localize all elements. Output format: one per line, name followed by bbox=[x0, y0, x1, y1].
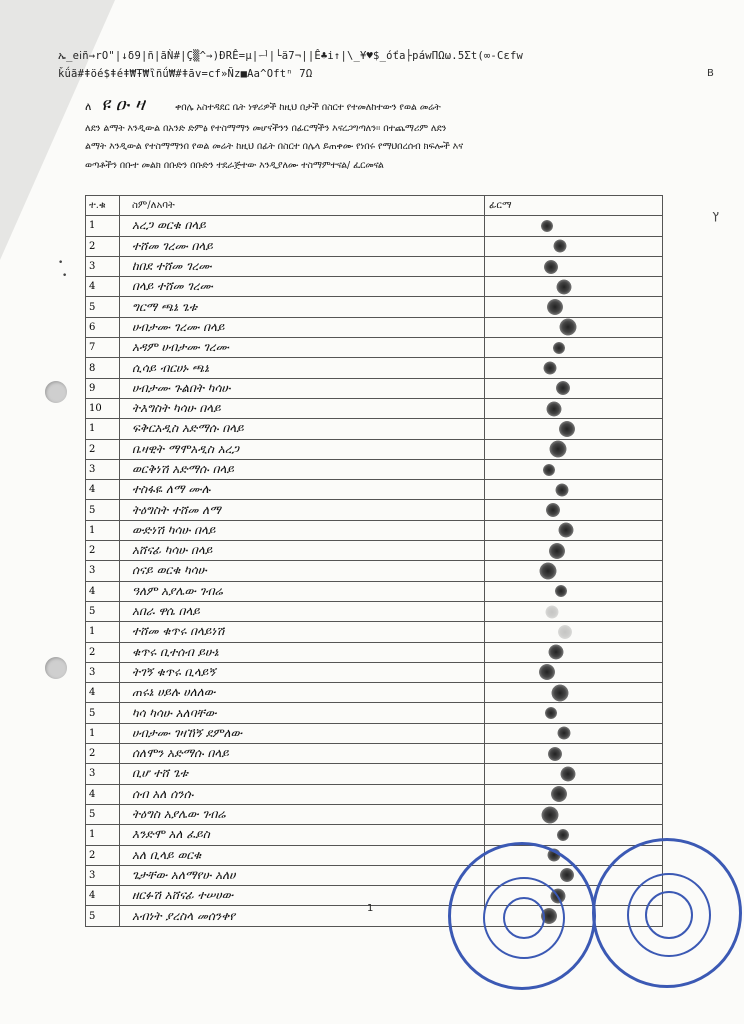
table-row bbox=[86, 845, 663, 865]
table-row bbox=[86, 764, 663, 784]
fingerprint-mark bbox=[539, 664, 555, 680]
official-stamp-left bbox=[448, 842, 596, 990]
row-name-handwritten: ሰናይ ወርቁ ካሳሁ bbox=[120, 561, 485, 581]
row-number: 9 bbox=[86, 378, 120, 398]
row-number: 1 bbox=[86, 216, 120, 236]
fingerprint-mark bbox=[558, 625, 572, 639]
row-signature-cell bbox=[485, 480, 663, 500]
row-number: 4 bbox=[86, 581, 120, 601]
row-number: 5 bbox=[86, 804, 120, 824]
fingerprint-mark bbox=[558, 727, 571, 740]
table-row bbox=[86, 277, 663, 297]
row-name-handwritten: ሰለሞን አድማሱ በላይ bbox=[120, 744, 485, 764]
page-number: 1 bbox=[367, 903, 374, 914]
row-name-handwritten: ትዕግስ አያሌው ገብሬ bbox=[120, 804, 485, 824]
row-signature-cell bbox=[485, 216, 663, 236]
fingerprint-mark bbox=[544, 362, 557, 375]
row-signature-cell bbox=[485, 561, 663, 581]
table-row bbox=[86, 520, 663, 540]
row-signature-cell bbox=[485, 622, 663, 642]
row-number: 7 bbox=[86, 338, 120, 358]
table-row bbox=[86, 683, 663, 703]
fingerprint-mark bbox=[548, 747, 562, 761]
row-number: 1 bbox=[86, 825, 120, 845]
margin-dot: • bbox=[58, 258, 64, 268]
row-number: 1 bbox=[86, 723, 120, 743]
row-number: 4 bbox=[86, 886, 120, 906]
row-number: 5 bbox=[86, 601, 120, 621]
row-signature-cell bbox=[485, 662, 663, 682]
row-number: 5 bbox=[86, 906, 120, 926]
row-name-handwritten: አለ ቢላይ ወርቁ bbox=[120, 845, 485, 865]
row-signature-cell bbox=[485, 236, 663, 256]
row-name-handwritten: አብነት ያረስላ መሰንቀየ bbox=[120, 906, 485, 926]
fingerprint-mark bbox=[551, 786, 567, 802]
row-signature-cell bbox=[485, 256, 663, 276]
row-signature-cell bbox=[485, 703, 663, 723]
fingerprint-mark bbox=[549, 543, 565, 559]
header-signature: ፊርማ bbox=[485, 196, 663, 216]
intro-line-3: ልማት እንዲውል የተስማማንበ የወል መሬት ከዚህ በፊት በስርተ በሌላ ይጠቀሙ የነበሩ የማህበረሰብ ክፍሎች እና bbox=[85, 141, 464, 152]
row-number: 2 bbox=[86, 236, 120, 256]
table-row bbox=[86, 297, 663, 317]
fingerprint-mark bbox=[560, 319, 577, 336]
fingerprint-mark bbox=[545, 707, 557, 719]
fingerprint-mark bbox=[553, 342, 565, 354]
row-number: 1 bbox=[86, 419, 120, 439]
table-row bbox=[86, 216, 663, 236]
row-signature-cell bbox=[485, 541, 663, 561]
table-row bbox=[86, 500, 663, 520]
row-number: 3 bbox=[86, 865, 120, 885]
row-number: 4 bbox=[86, 277, 120, 297]
intro-line-1: ቀበሌ አስተዳደር ቤት ነዋሪዎች ከዚህ በታች በስርተ የተመለከተውን የወል መሬት bbox=[175, 102, 441, 113]
row-number: 3 bbox=[86, 256, 120, 276]
fingerprint-mark bbox=[554, 240, 567, 253]
row-number: 4 bbox=[86, 480, 120, 500]
fingerprint-mark bbox=[561, 766, 576, 781]
row-number: 3 bbox=[86, 561, 120, 581]
salutation bbox=[85, 94, 151, 115]
row-number: 2 bbox=[86, 642, 120, 662]
row-number: 1 bbox=[86, 622, 120, 642]
row-number: 2 bbox=[86, 439, 120, 459]
row-signature-cell bbox=[485, 358, 663, 378]
row-signature-cell bbox=[485, 439, 663, 459]
fingerprint-mark bbox=[547, 401, 562, 416]
row-signature-cell bbox=[485, 398, 663, 418]
table-row bbox=[86, 317, 663, 337]
table-row bbox=[86, 358, 663, 378]
row-signature-cell bbox=[485, 804, 663, 824]
header-number: ተ.ቁ bbox=[86, 196, 120, 216]
row-number: 3 bbox=[86, 459, 120, 479]
row-signature-cell bbox=[485, 500, 663, 520]
row-name-handwritten: አሸናፊ ካሳሁ በላይ bbox=[120, 541, 485, 561]
row-signature-cell bbox=[485, 683, 663, 703]
row-name-handwritten: ዘርፉሽ አሸናፊ ተሠሀው bbox=[120, 886, 485, 906]
row-name-handwritten: ቁጥሩ ቢተሰብ ይሁኔ bbox=[120, 642, 485, 662]
row-number: 4 bbox=[86, 683, 120, 703]
fingerprint-mark bbox=[547, 299, 563, 315]
fingerprint-mark bbox=[557, 279, 572, 294]
row-signature-cell bbox=[485, 459, 663, 479]
row-name-handwritten: ሀብታሙ ገዛኸኝ ደምለው bbox=[120, 723, 485, 743]
official-stamp-right bbox=[592, 838, 742, 988]
fingerprint-mark bbox=[549, 645, 564, 660]
table-row bbox=[86, 439, 663, 459]
row-name-handwritten: አዳም ሀብታሙ ገረሙ bbox=[120, 338, 485, 358]
row-name-handwritten: ሲሳይ ብርሀኑ ጫኔ bbox=[120, 358, 485, 378]
table-row bbox=[86, 398, 663, 418]
table-row bbox=[86, 256, 663, 276]
row-name-handwritten: ትዕግስት ተሸመ ለማ bbox=[120, 500, 485, 520]
table-header-row bbox=[86, 196, 663, 216]
table-row bbox=[86, 419, 663, 439]
row-name-handwritten: ከበደ ተሸመ ገረሙ bbox=[120, 256, 485, 276]
row-number: 3 bbox=[86, 764, 120, 784]
fingerprint-mark bbox=[552, 684, 569, 701]
row-name-handwritten: ሀብታሙ ጉልበት ካሳሁ bbox=[120, 378, 485, 398]
table-row bbox=[86, 744, 663, 764]
row-signature-cell bbox=[485, 378, 663, 398]
row-name-handwritten: ተሸመ ቁጥሩ በላይነሽ bbox=[120, 622, 485, 642]
row-number: 2 bbox=[86, 744, 120, 764]
row-number: 3 bbox=[86, 662, 120, 682]
row-number: 1 bbox=[86, 520, 120, 540]
fingerprint-mark bbox=[556, 381, 570, 395]
table-row bbox=[86, 338, 663, 358]
row-name-handwritten: ወርቅነሽ አድማሱ በላይ bbox=[120, 459, 485, 479]
row-name-handwritten: በላይ ተሸመ ገረሙ bbox=[120, 277, 485, 297]
row-name-handwritten: ፍቅርአዲስ አድማሱ በላይ bbox=[120, 419, 485, 439]
table-row bbox=[86, 662, 663, 682]
row-signature-cell bbox=[485, 581, 663, 601]
fingerprint-mark bbox=[543, 464, 555, 476]
signature-table bbox=[85, 195, 663, 927]
table-row bbox=[86, 236, 663, 256]
corner-letter: B bbox=[707, 68, 714, 79]
row-name-handwritten: ግርማ ጫኔ ጌቱ bbox=[120, 297, 485, 317]
table-row bbox=[86, 804, 663, 824]
table-row bbox=[86, 378, 663, 398]
table-row bbox=[86, 459, 663, 479]
row-name-handwritten: ጠሩኔ ሀይሉ ሀለለው bbox=[120, 683, 485, 703]
row-number: 8 bbox=[86, 358, 120, 378]
row-signature-cell bbox=[485, 297, 663, 317]
row-signature-cell bbox=[485, 419, 663, 439]
row-signature-cell bbox=[485, 277, 663, 297]
recipient-handwritten: ዩ ዑ ዛ bbox=[100, 94, 145, 115]
table-row bbox=[86, 703, 663, 723]
row-name-handwritten: ጌታቸው አለማየሁ አለሀ bbox=[120, 865, 485, 885]
table-row bbox=[86, 541, 663, 561]
row-signature-cell bbox=[485, 784, 663, 804]
punch-hole-bottom bbox=[45, 657, 67, 679]
row-name-handwritten: አረጋ ወርቁ በላይ bbox=[120, 216, 485, 236]
row-number: 5 bbox=[86, 297, 120, 317]
garbled-header-line-2: ǩǘã#ǂöé$ǂéǂ₩Ŧ₩ἲñǘ₩#ǂāv=cf»Ñz■Aa^Oftⁿ 7Ω bbox=[58, 68, 313, 80]
row-name-handwritten: ሀብታሙ ገረሙ በላይ bbox=[120, 317, 485, 337]
table-row bbox=[86, 723, 663, 743]
row-name-handwritten: ውድነሽ ካሳሁ በላይ bbox=[120, 520, 485, 540]
row-signature-cell bbox=[485, 723, 663, 743]
row-number: 6 bbox=[86, 317, 120, 337]
intro-line-4: ወጣቶችን በቡተ መልክ በቡድን በቡድን ተደራጅተው እንዲያለሙ ተስማምተናል/ ፈርመናል bbox=[85, 160, 384, 171]
row-number: 5 bbox=[86, 703, 120, 723]
row-name-handwritten: ተስፋዬ ለማ ሙሉ bbox=[120, 480, 485, 500]
garbled-header-line-1: ኤ_eⅰñ→rO"|↓δ9|ñ|ãǸ#|Ç▒^→)ÐRÊ=μ|ᅴ|└ä7¬||Ê♣i↑|\_¥♥$_óťa├páwΠΩω.5Σt(∞-Cεfw bbox=[58, 50, 524, 62]
fingerprint-mark bbox=[540, 562, 557, 579]
row-name-handwritten: ሰብ አለ ሰንሱ bbox=[120, 784, 485, 804]
fingerprint-mark bbox=[556, 483, 569, 496]
row-number: 2 bbox=[86, 541, 120, 561]
row-name-handwritten: ትገኝ ቁጥሩ ቢላይኝ bbox=[120, 662, 485, 682]
fingerprint-mark bbox=[559, 523, 574, 538]
row-number: 2 bbox=[86, 845, 120, 865]
table-row bbox=[86, 601, 663, 621]
row-signature-cell bbox=[485, 744, 663, 764]
table-row bbox=[86, 561, 663, 581]
row-signature-cell bbox=[485, 601, 663, 621]
row-number: 10 bbox=[86, 398, 120, 418]
fingerprint-mark bbox=[544, 260, 558, 274]
fingerprint-mark bbox=[546, 605, 559, 618]
row-signature-cell bbox=[485, 338, 663, 358]
table-row bbox=[86, 581, 663, 601]
table-row bbox=[86, 622, 663, 642]
fingerprint-mark bbox=[557, 829, 569, 841]
row-name-handwritten: ዓለም አያሌው ገብሬ bbox=[120, 581, 485, 601]
fingerprint-mark bbox=[541, 220, 553, 232]
salutation-prefix: ለ bbox=[85, 100, 92, 113]
fingerprint-mark bbox=[550, 441, 567, 458]
row-signature-cell bbox=[485, 520, 663, 540]
table-row bbox=[86, 784, 663, 804]
row-signature-cell bbox=[485, 764, 663, 784]
fingerprint-mark bbox=[546, 503, 560, 517]
row-name-handwritten: ቢሆ ተሸ ጌቱ bbox=[120, 764, 485, 784]
header-name: ስም/ለአባት bbox=[120, 196, 485, 216]
table-row bbox=[86, 480, 663, 500]
margin-mark: ץ bbox=[712, 208, 720, 223]
fingerprint-mark bbox=[542, 806, 559, 823]
row-number: 5 bbox=[86, 500, 120, 520]
intro-line-2: ለደን ልማት እንዲውል በአንድ ድምፅ የተስማማን መሆናችንን በፊርማችን እናረጋግጣለን። በተጨማሪም ለደን bbox=[85, 123, 447, 134]
table-row bbox=[86, 825, 663, 845]
row-signature-cell bbox=[485, 642, 663, 662]
fingerprint-mark bbox=[559, 421, 575, 437]
row-name-handwritten: ቤዛዊት ማሞአዲስ አረጋ bbox=[120, 439, 485, 459]
row-name-handwritten: እንድሞ አለ ፈይስ bbox=[120, 825, 485, 845]
row-name-handwritten: አበራ ዋሴ በላይ bbox=[120, 601, 485, 621]
row-name-handwritten: ተሸመ ገረሙ በላይ bbox=[120, 236, 485, 256]
table-row bbox=[86, 642, 663, 662]
margin-dot: • bbox=[62, 271, 68, 281]
table-body bbox=[86, 216, 663, 926]
row-name-handwritten: ትእግስት ካሳሁ በላይ bbox=[120, 398, 485, 418]
row-name-handwritten: ካሳ ካሳሁ አለባቸው bbox=[120, 703, 485, 723]
row-number: 4 bbox=[86, 784, 120, 804]
row-signature-cell bbox=[485, 317, 663, 337]
punch-hole-top bbox=[45, 381, 67, 403]
fingerprint-mark bbox=[555, 585, 567, 597]
